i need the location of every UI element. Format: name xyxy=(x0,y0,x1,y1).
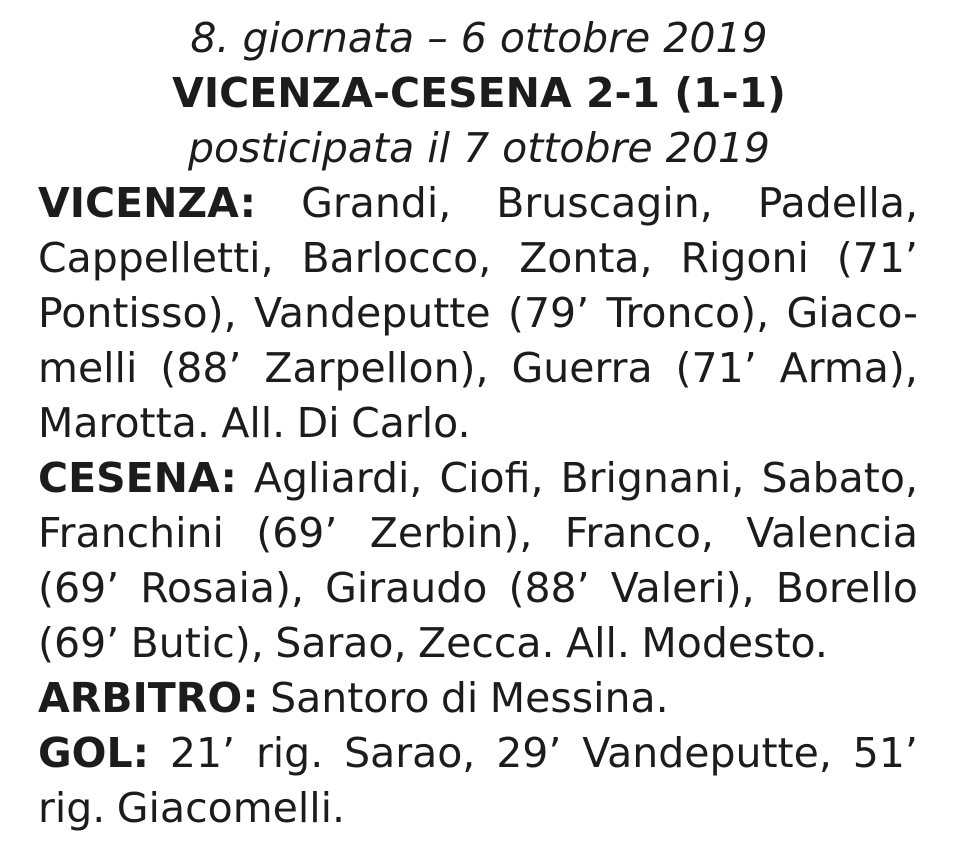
word: 21’ xyxy=(169,729,236,777)
word: Zecca. xyxy=(418,619,555,667)
word: Grandi, xyxy=(301,179,452,227)
vicenza-text-line xyxy=(38,285,918,341)
word: Carlo. xyxy=(351,399,471,447)
vicenza-text-line xyxy=(38,395,918,451)
word: Sarao, xyxy=(275,619,407,667)
word: Brignani, xyxy=(560,454,745,502)
word: Bruscagin, xyxy=(496,179,713,227)
word: melli xyxy=(38,344,138,392)
word: (88’ xyxy=(160,344,242,392)
word: Rigoni xyxy=(680,234,809,282)
word: Zerbin), xyxy=(369,509,533,557)
word: (79’ xyxy=(507,289,590,337)
arbitro-text-line xyxy=(38,670,918,726)
vicenza-label: VICENZA: xyxy=(38,179,257,227)
word: Tronco), xyxy=(606,289,770,337)
cesena-text-line xyxy=(38,560,918,616)
word: Ciofi, xyxy=(439,454,544,502)
word: rig. xyxy=(255,729,324,777)
gol-text-line xyxy=(38,780,918,836)
word: Agliardi, xyxy=(253,454,423,502)
word: rig. xyxy=(38,784,106,832)
word: Zarpellon), xyxy=(264,344,489,392)
word: (71’ xyxy=(836,234,918,282)
word: Messina. xyxy=(489,674,669,722)
word: Valeri), xyxy=(610,564,755,612)
word: Guerra xyxy=(511,344,653,392)
gol-label: GOL: xyxy=(38,729,150,777)
word: Arma), xyxy=(779,344,918,392)
word: Zonta, xyxy=(519,234,653,282)
word: Sarao, xyxy=(344,729,476,777)
word: 29’ xyxy=(496,729,562,777)
word: Marotta. xyxy=(38,399,210,447)
matchday-line: 8. giornata – 6 ottobre 2019 xyxy=(190,14,768,62)
word: Santoro xyxy=(270,674,430,722)
word: Padella, xyxy=(757,179,918,227)
arbitro-label: ARBITRO: xyxy=(38,674,259,722)
word: All. xyxy=(221,399,286,447)
word: Franco, xyxy=(564,509,714,557)
cesena-text-line xyxy=(38,450,918,506)
word: (69’ xyxy=(38,619,120,667)
word: Butic), xyxy=(130,619,264,667)
word: Sabato, xyxy=(761,454,918,502)
word: Di xyxy=(296,399,340,447)
word: (69’ xyxy=(38,564,120,612)
word: All. xyxy=(566,619,630,667)
word: Giaco- xyxy=(786,289,918,337)
vicenza-text-line xyxy=(38,230,918,286)
cesena-text-line xyxy=(38,505,918,561)
word: Giraudo xyxy=(325,564,488,612)
word: Vandeputte xyxy=(253,289,491,337)
match-title: VICENZA-CESENA 2-1 (1-1) xyxy=(172,69,786,117)
word: di xyxy=(440,674,479,722)
word: Cappelletti, xyxy=(38,234,274,282)
word: Franchini xyxy=(38,509,224,557)
postponed-note: posticipata il 7 ottobre 2019 xyxy=(188,124,770,172)
vicenza-text-line xyxy=(38,340,918,396)
word: Modesto. xyxy=(641,619,828,667)
word: Borello xyxy=(775,564,918,612)
vicenza-text-line xyxy=(38,175,918,231)
cesena-label: CESENA: xyxy=(38,454,237,502)
word: Vandeputte, xyxy=(582,729,832,777)
cesena-text-line xyxy=(38,615,918,671)
word: (88’ xyxy=(508,564,590,612)
word: Rosaia), xyxy=(140,564,305,612)
word: 51’ xyxy=(852,729,918,777)
word: (71’ xyxy=(675,344,757,392)
word: Valencia xyxy=(746,509,918,557)
word: Pontisso), xyxy=(38,289,237,337)
gol-text-line xyxy=(38,725,918,781)
word: Barlocco, xyxy=(301,234,492,282)
word: Giacomelli. xyxy=(116,784,346,832)
word: (69’ xyxy=(256,509,338,557)
